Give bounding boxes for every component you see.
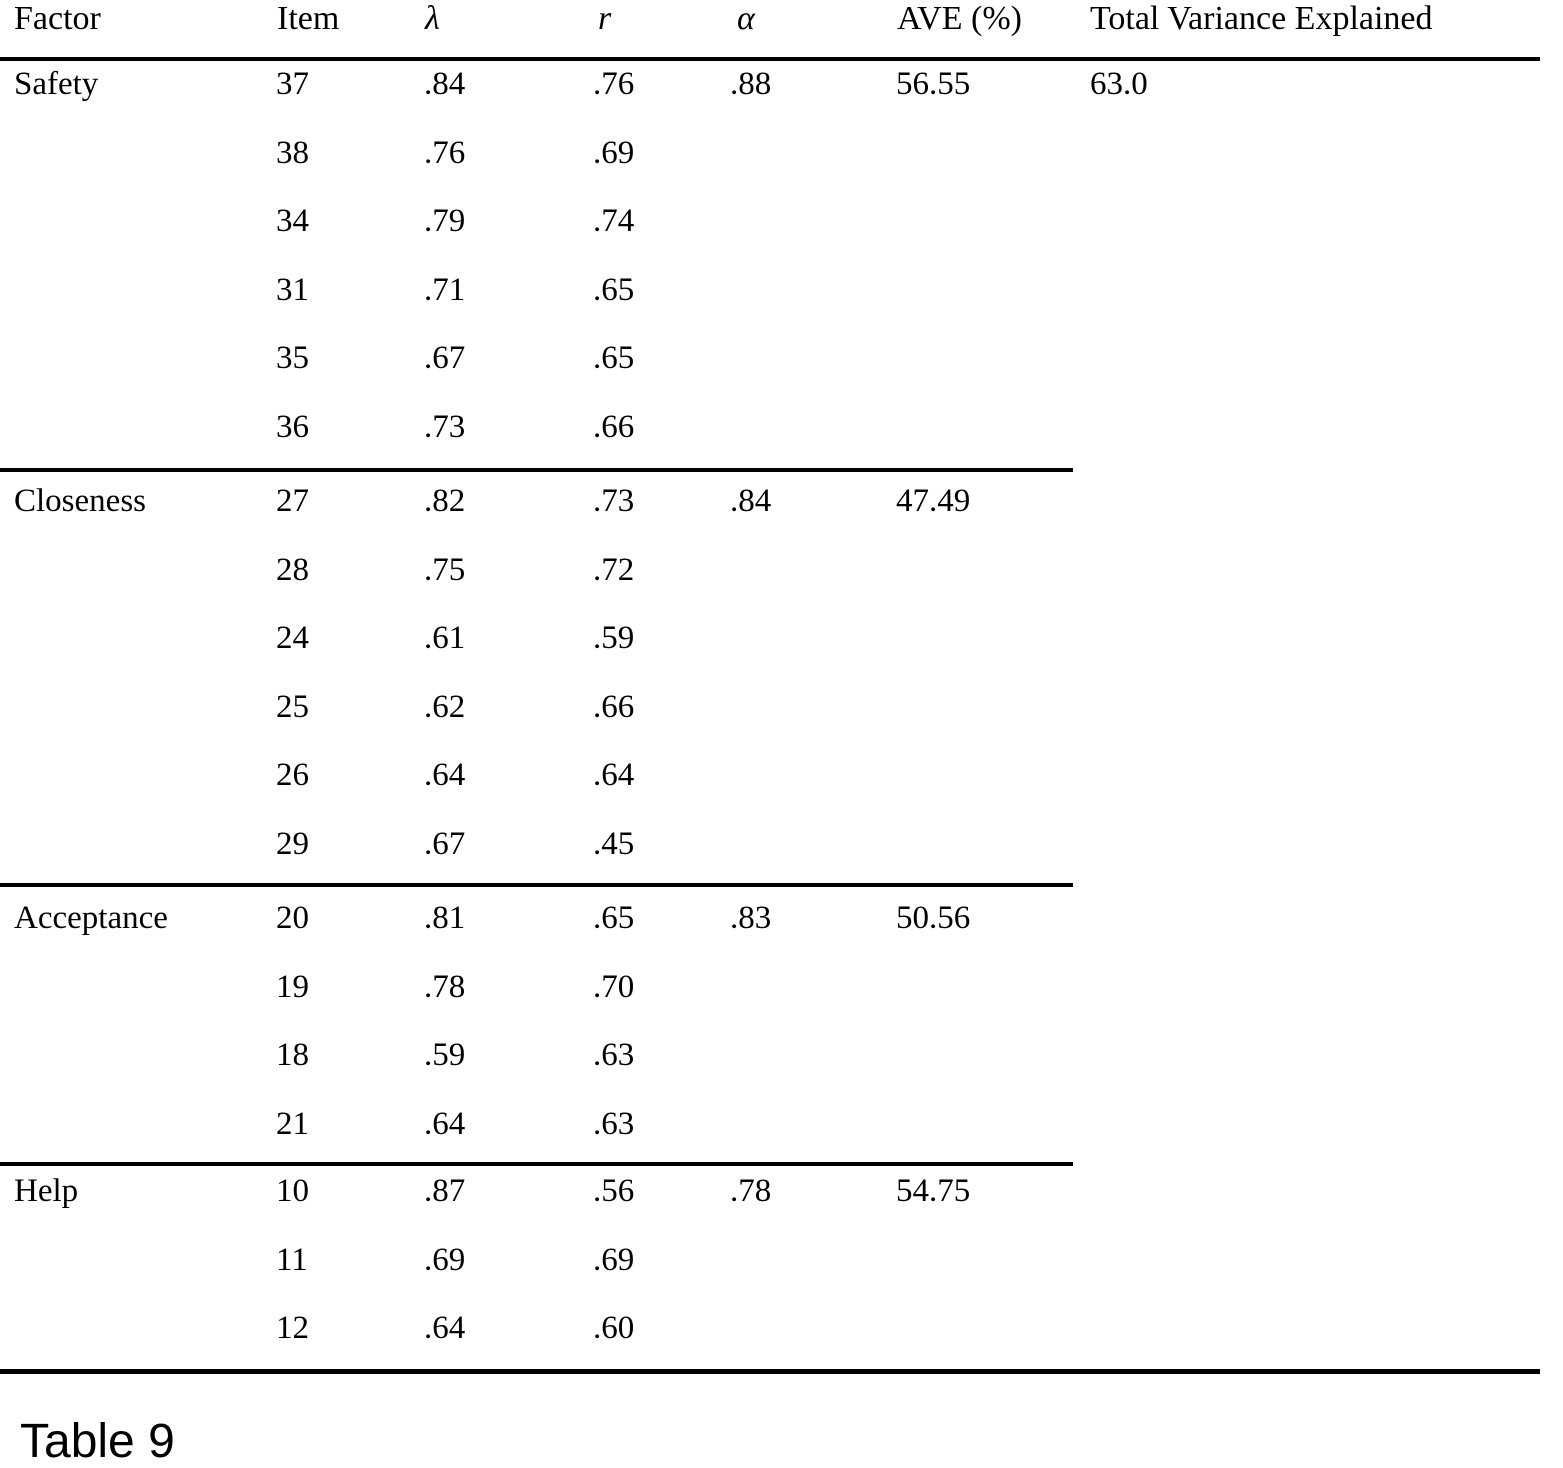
lambda-cell-20: .81 [424,900,466,936]
factor-cell: Safety [14,66,99,102]
r-cell-28: .72 [593,552,635,588]
item-cell-25: 25 [276,689,309,725]
lambda-cell-24: .61 [424,620,466,656]
r-cell-31: .65 [593,272,635,308]
r-cell-26: .64 [593,757,635,793]
r-cell-24: .59 [593,620,635,656]
lambda-cell-21: .64 [424,1106,466,1142]
item-cell-11: 11 [276,1242,308,1278]
item-cell-21: 21 [276,1106,309,1142]
alpha-cell: .84 [730,483,772,519]
lambda-cell-37: .84 [424,66,466,102]
col-header-tve: Total Variance Explained [1090,0,1433,37]
r-cell-21: .63 [593,1106,635,1142]
ave-cell: 54.75 [896,1173,971,1209]
r-cell-25: .66 [593,689,635,725]
factor-cell: Closeness [14,483,146,519]
table-rule-3 [0,1162,1073,1166]
table-rule-4 [0,1369,1540,1374]
ave-cell: 50.56 [896,900,971,936]
col-header-alpha: α [737,0,755,37]
table-caption: Table 9 [20,1415,175,1468]
item-cell-34: 34 [276,203,309,239]
ave-cell: 56.55 [896,66,971,102]
tve-cell: 63.0 [1090,66,1148,102]
item-cell-36: 36 [276,409,309,445]
lambda-cell-35: .67 [424,340,466,376]
lambda-cell-29: .67 [424,826,466,862]
r-cell-36: .66 [593,409,635,445]
item-cell-24: 24 [276,620,309,656]
r-cell-35: .65 [593,340,635,376]
lambda-cell-25: .62 [424,689,466,725]
lambda-cell-36: .73 [424,409,466,445]
col-header-lambda: λ [425,0,440,37]
lambda-cell-11: .69 [424,1242,466,1278]
r-cell-10: .56 [593,1173,635,1209]
alpha-cell: .78 [730,1173,772,1209]
r-cell-29: .45 [593,826,635,862]
r-cell-38: .69 [593,135,635,171]
r-cell-37: .76 [593,66,635,102]
factor-cell: Help [14,1173,79,1209]
r-cell-11: .69 [593,1242,635,1278]
r-cell-18: .63 [593,1037,635,1073]
table-rule-1 [0,468,1073,472]
table-rule-0 [0,57,1540,61]
lambda-cell-34: .79 [424,203,466,239]
r-cell-20: .65 [593,900,635,936]
item-cell-29: 29 [276,826,309,862]
table-rule-2 [0,883,1073,887]
r-cell-12: .60 [593,1310,635,1346]
item-cell-27: 27 [276,483,309,519]
lambda-cell-19: .78 [424,969,466,1005]
item-cell-35: 35 [276,340,309,376]
item-cell-12: 12 [276,1310,309,1346]
item-cell-18: 18 [276,1037,309,1073]
lambda-cell-10: .87 [424,1173,466,1209]
lambda-cell-31: .71 [424,272,466,308]
col-header-item: Item [277,0,340,37]
item-cell-28: 28 [276,552,309,588]
r-cell-34: .74 [593,203,635,239]
lambda-cell-26: .64 [424,757,466,793]
lambda-cell-12: .64 [424,1310,466,1346]
factor-cell: Acceptance [14,900,168,936]
item-cell-20: 20 [276,900,309,936]
alpha-cell: .83 [730,900,772,936]
item-cell-19: 19 [276,969,309,1005]
item-cell-26: 26 [276,757,309,793]
r-cell-19: .70 [593,969,635,1005]
item-cell-38: 38 [276,135,309,171]
ave-cell: 47.49 [896,483,971,519]
item-cell-31: 31 [276,272,309,308]
lambda-cell-38: .76 [424,135,466,171]
item-cell-10: 10 [276,1173,309,1209]
lambda-cell-27: .82 [424,483,466,519]
col-header-ave: AVE (%) [897,0,1022,37]
r-cell-27: .73 [593,483,635,519]
lambda-cell-28: .75 [424,552,466,588]
item-cell-37: 37 [276,66,309,102]
col-header-r: r [598,0,612,37]
col-header-factor: Factor [14,0,101,37]
lambda-cell-18: .59 [424,1037,466,1073]
alpha-cell: .88 [730,66,772,102]
